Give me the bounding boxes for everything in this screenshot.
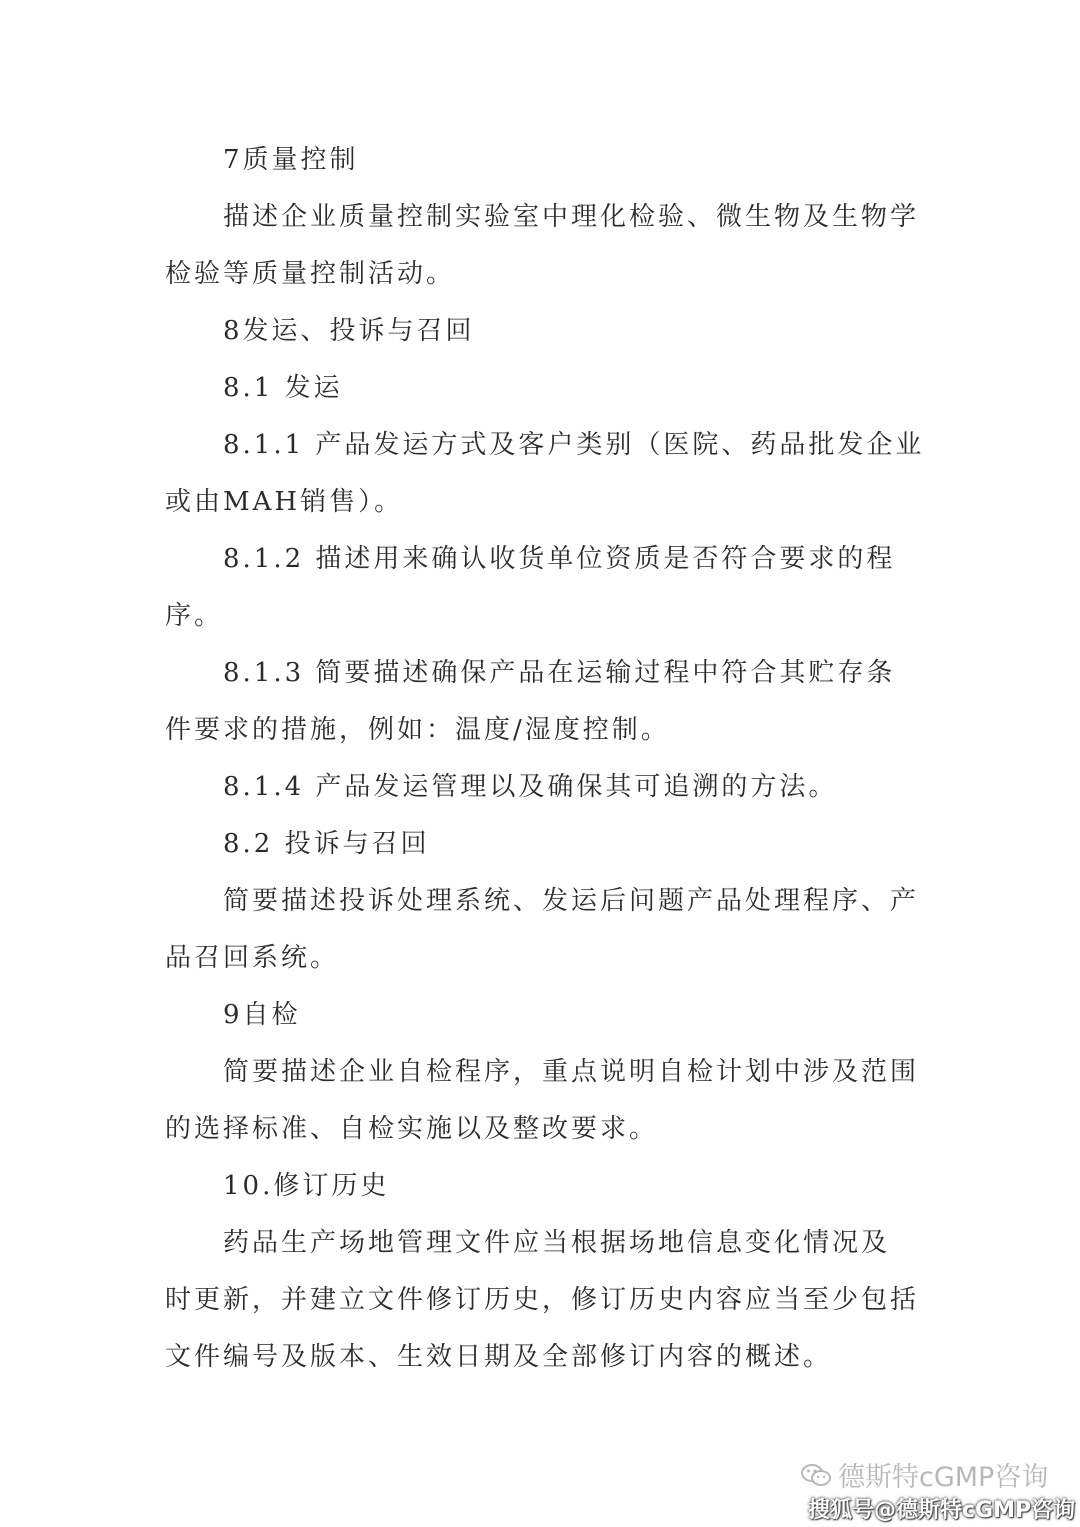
wechat-account-watermark (800, 1455, 1048, 1494)
heading-complaints-recall: 8.2 投诉与召回 (223, 829, 430, 859)
document-body (165, 132, 925, 1386)
heading-revision-history: 10.修订历史 (223, 1171, 390, 1201)
paragraph-line: 8.1.3 简要描述确保产品在运输过程中符合其贮存条 (223, 658, 896, 688)
paragraph-line: 件要求的措施，例如：温度/湿度控制。 (165, 715, 670, 745)
paragraph-line: 品召回系统。 (165, 943, 340, 973)
paragraph-line: 检验等质量控制活动。 (165, 259, 456, 289)
heading-self-inspection: 9自检 (223, 1000, 301, 1030)
heading-shipping-complaints-recall: 8发运、投诉与召回 (223, 316, 475, 346)
paragraph-line: 8.1.1 产品发运方式及客户类别（医院、药品批发企业 (223, 430, 925, 460)
paragraph-line: 序。 (165, 601, 224, 631)
paragraph-line: 时更新，并建立文件修订历史，修订历史内容应当至少包括 (165, 1285, 920, 1315)
watermark-account-name: 德斯特cGMP咨询 (838, 1462, 1049, 1493)
paragraph-line: 文件编号及版本、生效日期及全部修订内容的概述。 (165, 1342, 833, 1372)
paragraph-line: 简要描述投诉处理系统、发运后问题产品处理程序、产 (223, 886, 920, 916)
paragraph-line: 8.1.2 描述用来确认收货单位资质是否符合要求的程 (223, 544, 896, 574)
sohu-source-watermark: 搜狐号@德斯特cGMP咨询 (808, 1498, 1076, 1523)
paragraph-line: 描述企业质量控制实验室中理化检验、微生物及生物学 (223, 202, 920, 232)
paragraph-line: 简要描述企业自检程序，重点说明自检计划中涉及范围 (223, 1057, 920, 1087)
paragraph-line: 或由MAH销售）。 (165, 487, 404, 517)
wechat-icon (800, 1462, 832, 1488)
paragraph-line: 药品生产场地管理文件应当根据场地信息变化情况及 (223, 1228, 891, 1258)
heading-shipping: 8.1 发运 (223, 373, 343, 403)
heading-quality-control: 7质量控制 (223, 145, 359, 175)
paragraph-line: 8.1.4 产品发运管理以及确保其可追溯的方法。 (223, 772, 838, 802)
paragraph-line: 的选择标准、自检实施以及整改要求。 (165, 1114, 659, 1144)
